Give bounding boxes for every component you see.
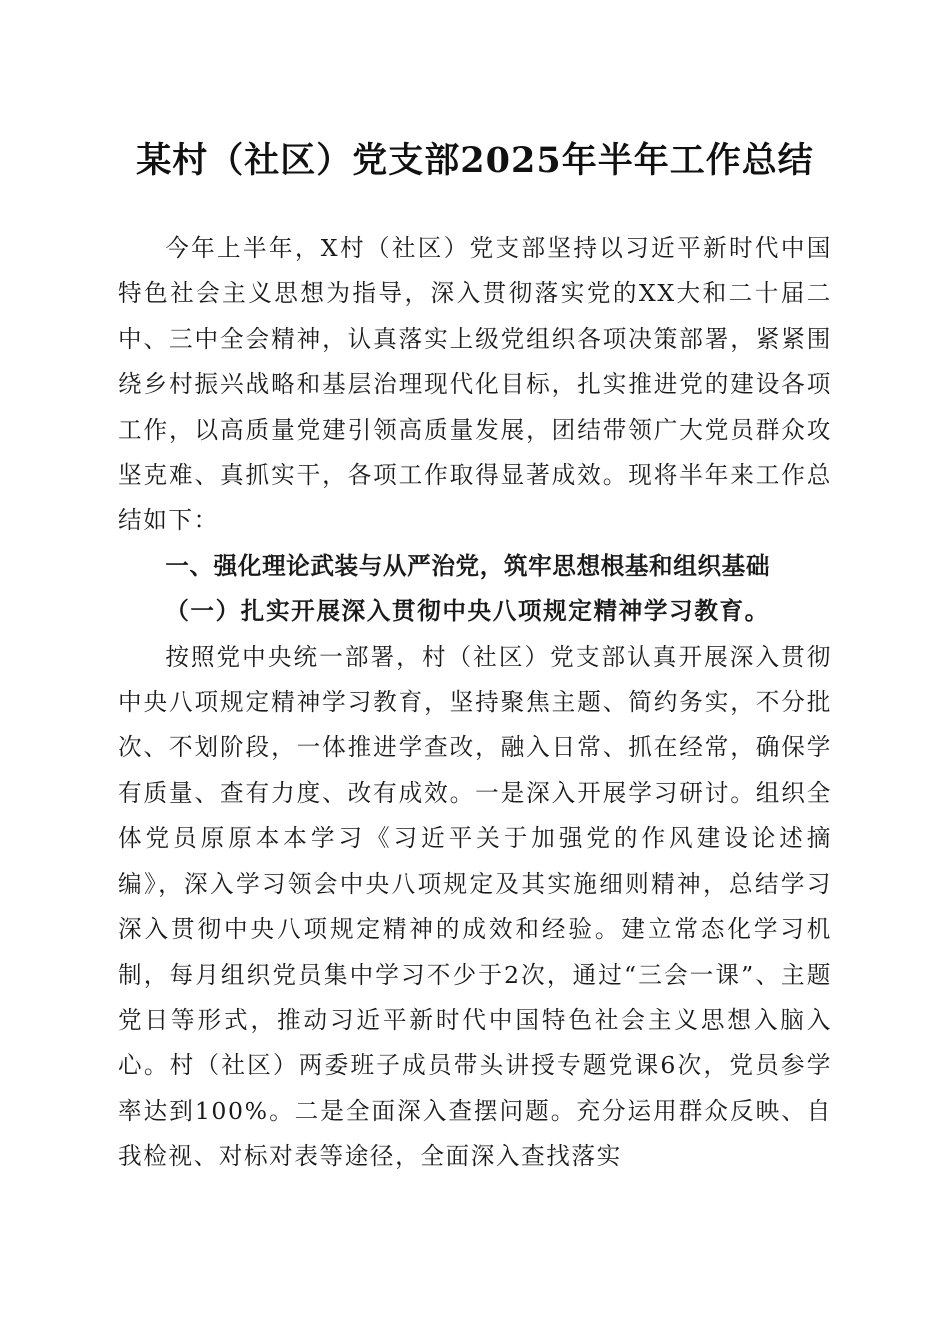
section-heading-1: 一、强化理论武装与从严治党，筑牢思想根基和组织基础 (165, 551, 771, 580)
subsection-heading-1: （一）扎实开展深入贯彻中央八项规定精神学习教育。 (165, 597, 770, 626)
document-body (118, 226, 832, 1180)
intro-paragraph: 今年上半年，X村（社区）党支部坚持以习近平新时代中国特色社会主义思想为指导，深入贯彻落实党的XX大和二十届二中、三中全会精神，认真落实上级党组织各项决策部署，紧紧围绕乡村振兴战略和基层治理现代化目标，扎实推进党的建设各项工作，以高质量党建引领高质量发展，团结带领广大党员群众攻坚克难、真抓实干，各项工作取得显著成效。现将半年来工作总结如下： (118, 234, 832, 535)
document-title: 某村（社区）党支部2025年半年工作总结 (136, 140, 814, 181)
body-paragraph: 按照党中央统一部署，村（社区）党支部认真开展深入贯彻中央八项规定精神学习教育，坚持聚焦主题、简约务实，不分批次、不划阶段，一体推进学查改，融入日常、抓在经常，确保学有质量、查有力度、改有成效。一是深入开展学习研讨。组织全体党员原原本本学习《习近平关于加强党的作风建设论述摘编》，深入学习领会中央八项规定及其实施细则精神，总结学习深入贯彻中央八项规定精神的成效和经验。建立常态化学习机制，每月组织党员集中学习不少于2次，通过“三会一课”、主题党日等形式，推动习近平新时代中国特色社会主义思想入脑入心。村（社区）两委班子成员带头讲授专题党课6次，党员参学率达到100%。二是全面深入查摆问题。充分运用群众反映、自我检视、对标对表等途径，全面深入查找落实 (118, 642, 832, 1171)
